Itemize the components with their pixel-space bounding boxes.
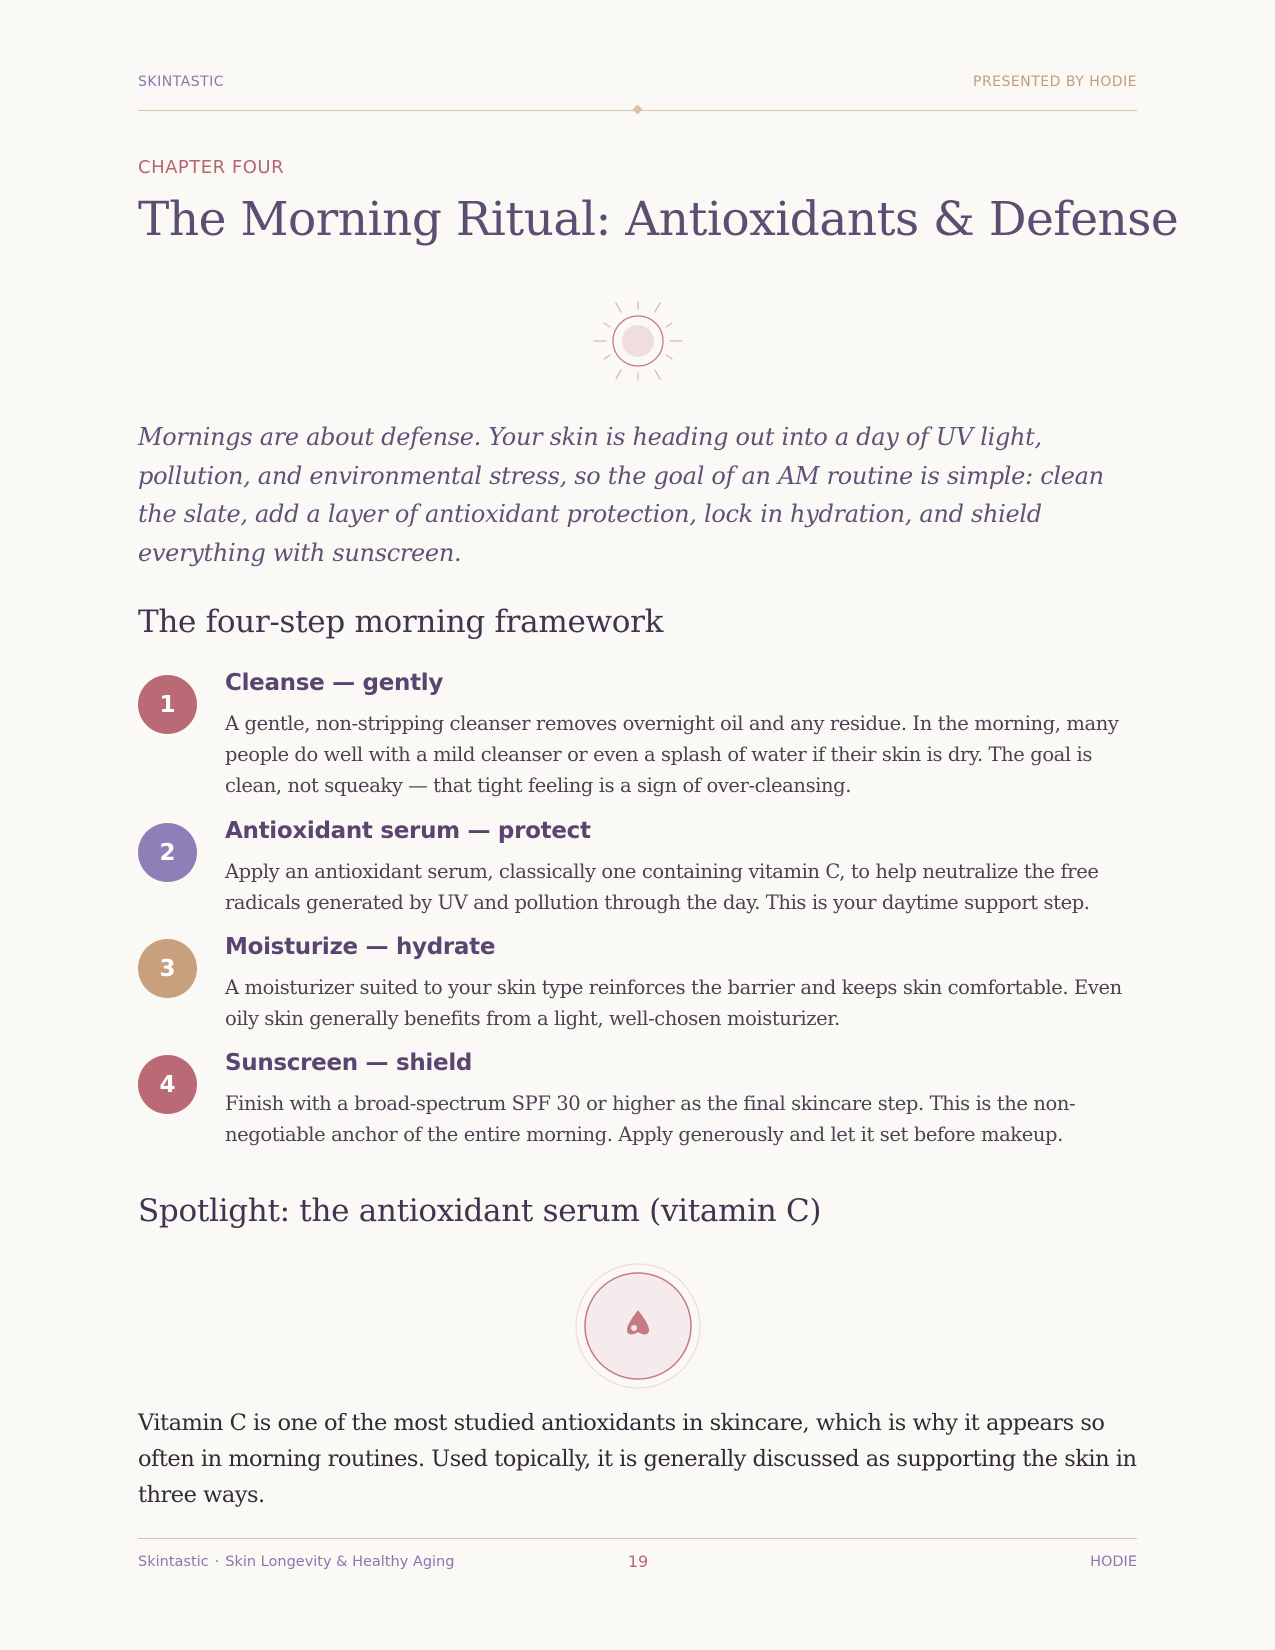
step-description: Apply an antioxidant serum, classically one containing vitamin C, to help neutralize the free radicals generated by UV and pollution through the day. This is your daytime support step.	[225, 860, 1099, 914]
header-diamond-ornament	[633, 105, 643, 115]
footer-subtitle: Skin Longevity & Healthy Aging	[225, 1554, 455, 1570]
step-title: Sunscreen — shield	[225, 1050, 473, 1076]
step-description: Finish with a broad-spectrum SPF 30 or higher as the final skincare step. This is the non-negotiable anchor of the entire morning. Apply generously and let it set before makeup.	[225, 1092, 1076, 1146]
header-brand: SKINTASTIC	[138, 74, 225, 90]
step-title: Antioxidant serum — protect	[225, 818, 591, 844]
spotlight-heading: Spotlight: the antioxidant serum (vitamin C)	[138, 1193, 822, 1229]
step-title: Moisturize — hydrate	[225, 934, 496, 960]
footer-brand: Skintastic	[138, 1554, 209, 1570]
step-description: A moisturizer suited to your skin type reinforces the barrier and keeps skin comfortable. Even oily skin generally benefits from a light, well-chosen moisturizer.	[225, 976, 1122, 1030]
page-header	[138, 74, 1137, 96]
sun-icon	[588, 296, 688, 386]
step-number-badge: 3	[138, 939, 197, 998]
step-number-badge: 1	[138, 675, 197, 734]
page-number: 19	[627, 1552, 649, 1571]
spotlight-paragraph: Vitamin C is one of the most studied antioxidants in skincare, which is why it appears so often in morning routines. Used topically, it is generally discussed as supporting the skin in three ways.	[138, 1410, 1137, 1508]
page	[138, 0, 1179, 1650]
footer-publisher: HODIE	[1090, 1554, 1137, 1570]
lead-paragraph: Mornings are about defense. Your skin is heading out into a day of UV light, pollution, and environmental stress, so the goal of an AM routine is simple: clean the slate, add a layer of antioxidant protection, lock in hydration, and shield everything with sunscreen.	[138, 423, 1104, 567]
footer-book-info	[138, 1554, 454, 1570]
chapter-label: CHAPTER FOUR	[138, 157, 285, 178]
step-description: A gentle, non-stripping cleanser removes overnight oil and any residue. In the morning, many people do well with a mild cleanser or even a splash of water if their skin is dry. The goal is clean, not squeaky — that tight feeling is a sign of over-cleansing.	[225, 712, 1119, 797]
footer-divider	[138, 1538, 1137, 1539]
serum-drop-icon	[574, 1262, 702, 1390]
step-number-badge: 2	[138, 823, 197, 882]
step-title: Cleanse — gently	[225, 670, 444, 696]
chapter-title: The Morning Ritual: Antioxidants & Defense	[138, 192, 1179, 247]
header-presenter: PRESENTED BY HODIE	[973, 74, 1137, 90]
footer-separator: ·	[214, 1554, 220, 1570]
step-number-badge: 4	[138, 1055, 197, 1114]
framework-heading: The four-step morning framework	[138, 604, 664, 640]
